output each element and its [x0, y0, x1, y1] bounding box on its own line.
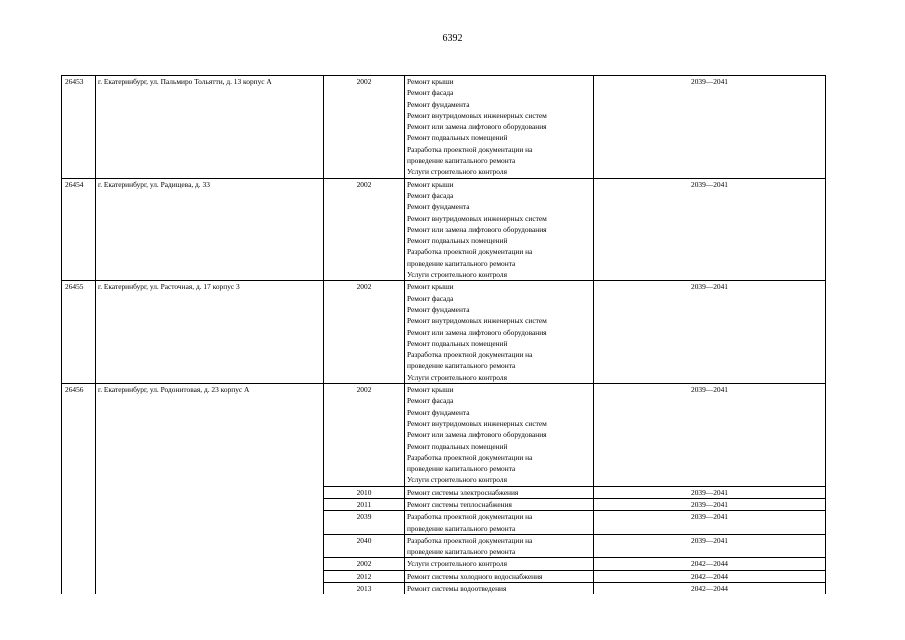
work-item: проведение капитального ремонта	[407, 547, 516, 557]
work-item: Ремонт крыши	[407, 179, 454, 189]
year-cell: 2013	[324, 583, 405, 595]
works-cell	[405, 558, 594, 570]
work-item: Ремонт внутридомовых инженерных систем	[407, 110, 547, 120]
work-item: Ремонт фундамента	[407, 407, 470, 417]
work-item: Ремонт фасада	[407, 88, 454, 98]
table-row	[62, 76, 826, 179]
house-id-cell	[62, 558, 96, 570]
table-row	[62, 511, 826, 535]
period-cell: 2039—2041	[594, 486, 826, 498]
works-cell	[405, 76, 594, 179]
house-id-cell: 26454	[62, 178, 96, 281]
table-row	[62, 583, 826, 595]
work-item: Ремонт системы электроснабжения	[407, 487, 519, 497]
work-item: Разработка проектной документации на	[407, 350, 533, 360]
house-id-cell: 26455	[62, 281, 96, 384]
work-item: Ремонт системы холодного водоснабжения	[407, 571, 543, 581]
works-cell	[405, 498, 594, 510]
work-item: Ремонт внутридомовых инженерных систем	[407, 316, 547, 326]
address-cell	[96, 558, 324, 570]
year-cell: 2002	[324, 76, 405, 179]
work-item: Ремонт системы водоотведения	[407, 584, 507, 594]
work-item: Ремонт внутридомовых инженерных систем	[407, 418, 547, 428]
works-cell	[405, 281, 594, 384]
work-item: Ремонт внутридомовых инженерных систем	[407, 213, 547, 223]
works-cell	[405, 178, 594, 281]
period-cell: 2039—2041	[594, 511, 826, 535]
year-cell: 2002	[324, 178, 405, 281]
address-cell: г. Екатеринбург, ул. Расточная, д. 17 корпус 3	[96, 281, 324, 384]
work-item: проведение капитального ремонта	[407, 156, 516, 166]
work-item: Ремонт крыши	[407, 77, 454, 86]
address-cell: г. Екатеринбург, ул. Радищева, д. 33	[96, 178, 324, 281]
house-id-cell	[62, 511, 96, 535]
work-item: Ремонт подвальных помещений	[407, 338, 508, 348]
table-row	[62, 486, 826, 498]
work-item: Разработка проектной документации на	[407, 144, 533, 154]
work-item: Ремонт фасада	[407, 190, 454, 200]
work-item: Ремонт крыши	[407, 385, 454, 395]
house-id-cell	[62, 486, 96, 498]
year-cell: 2039	[324, 511, 405, 535]
works-cell	[405, 570, 594, 582]
period-cell: 2039—2041	[594, 178, 826, 281]
house-id-cell: 26456	[62, 384, 96, 487]
house-id-cell: 26453	[62, 76, 96, 179]
work-item: Ремонт крыши	[407, 282, 454, 292]
year-cell: 2002	[324, 384, 405, 487]
work-item: Услуги строительного контроля	[407, 167, 507, 177]
year-cell: 2012	[324, 570, 405, 582]
table-body	[62, 76, 826, 595]
address-cell	[96, 486, 324, 498]
address-cell	[96, 511, 324, 535]
period-cell: 2039—2041	[594, 76, 826, 179]
address-cell	[96, 498, 324, 510]
works-cell	[405, 384, 594, 487]
period-cell: 2042—2044	[594, 583, 826, 595]
year-cell: 2011	[324, 498, 405, 510]
house-id-cell	[62, 534, 96, 558]
work-item: Ремонт или замена лифтового оборудования	[407, 327, 547, 337]
work-item: Ремонт фасада	[407, 396, 454, 406]
house-id-cell	[62, 583, 96, 595]
table-row	[62, 384, 826, 487]
period-cell: 2039—2041	[594, 384, 826, 487]
year-cell: 2010	[324, 486, 405, 498]
work-item: проведение капитального ремонта	[407, 361, 516, 371]
table-row	[62, 534, 826, 558]
works-cell	[405, 583, 594, 595]
capital-repair-table	[61, 75, 826, 594]
work-item: Услуги строительного контроля	[407, 372, 507, 382]
year-cell: 2002	[324, 281, 405, 384]
work-item: проведение капитального ремонта	[407, 523, 516, 533]
house-id-cell	[62, 570, 96, 582]
work-item: Услуги строительного контроля	[407, 270, 507, 280]
work-item: Ремонт подвальных помещений	[407, 236, 508, 246]
works-cell	[405, 511, 594, 535]
table-row	[62, 558, 826, 570]
table-row	[62, 281, 826, 384]
house-id-cell	[62, 498, 96, 510]
work-item: Ремонт или замена лифтового оборудования	[407, 224, 547, 234]
work-item: Услуги строительного контроля	[407, 559, 507, 569]
period-cell: 2039—2041	[594, 281, 826, 384]
work-item: Разработка проектной документации на	[407, 512, 533, 522]
work-item: Разработка проектной документации на	[407, 247, 533, 257]
work-item: Ремонт фасада	[407, 293, 454, 303]
work-item: Ремонт подвальных помещений	[407, 441, 508, 451]
address-cell	[96, 570, 324, 582]
table-row	[62, 178, 826, 281]
work-item: проведение капитального ремонта	[407, 258, 516, 268]
works-cell	[405, 486, 594, 498]
work-item: Разработка проектной документации на	[407, 452, 533, 462]
work-item: проведение капитального ремонта	[407, 464, 516, 474]
work-item: Ремонт подвальных помещений	[407, 133, 508, 143]
address-cell: г. Екатеринбург, ул. Родонитовая, д. 23 корпус А	[96, 384, 324, 487]
period-cell: 2042—2044	[594, 558, 826, 570]
work-item: Ремонт фундамента	[407, 99, 470, 109]
work-item: Ремонт фундамента	[407, 202, 470, 212]
work-item: Разработка проектной документации на	[407, 535, 533, 545]
works-cell	[405, 534, 594, 558]
table-row	[62, 498, 826, 510]
work-item: Ремонт системы теплоснабжения	[407, 499, 512, 509]
work-item: Услуги строительного контроля	[407, 475, 507, 485]
year-cell: 2002	[324, 558, 405, 570]
work-item: Ремонт или замена лифтового оборудования	[407, 122, 547, 132]
address-cell: г. Екатеринбург, ул. Пальмиро Тольятти, д. 13 корпус А	[96, 76, 324, 179]
address-cell	[96, 583, 324, 595]
work-item: Ремонт фундамента	[407, 304, 470, 314]
period-cell: 2039—2041	[594, 534, 826, 558]
page-number: 6392	[442, 33, 463, 44]
address-cell	[96, 534, 324, 558]
period-cell: 2039—2041	[594, 498, 826, 510]
period-cell: 2042—2044	[594, 570, 826, 582]
table-row	[62, 570, 826, 582]
year-cell: 2040	[324, 534, 405, 558]
work-item: Ремонт или замена лифтового оборудования	[407, 430, 547, 440]
